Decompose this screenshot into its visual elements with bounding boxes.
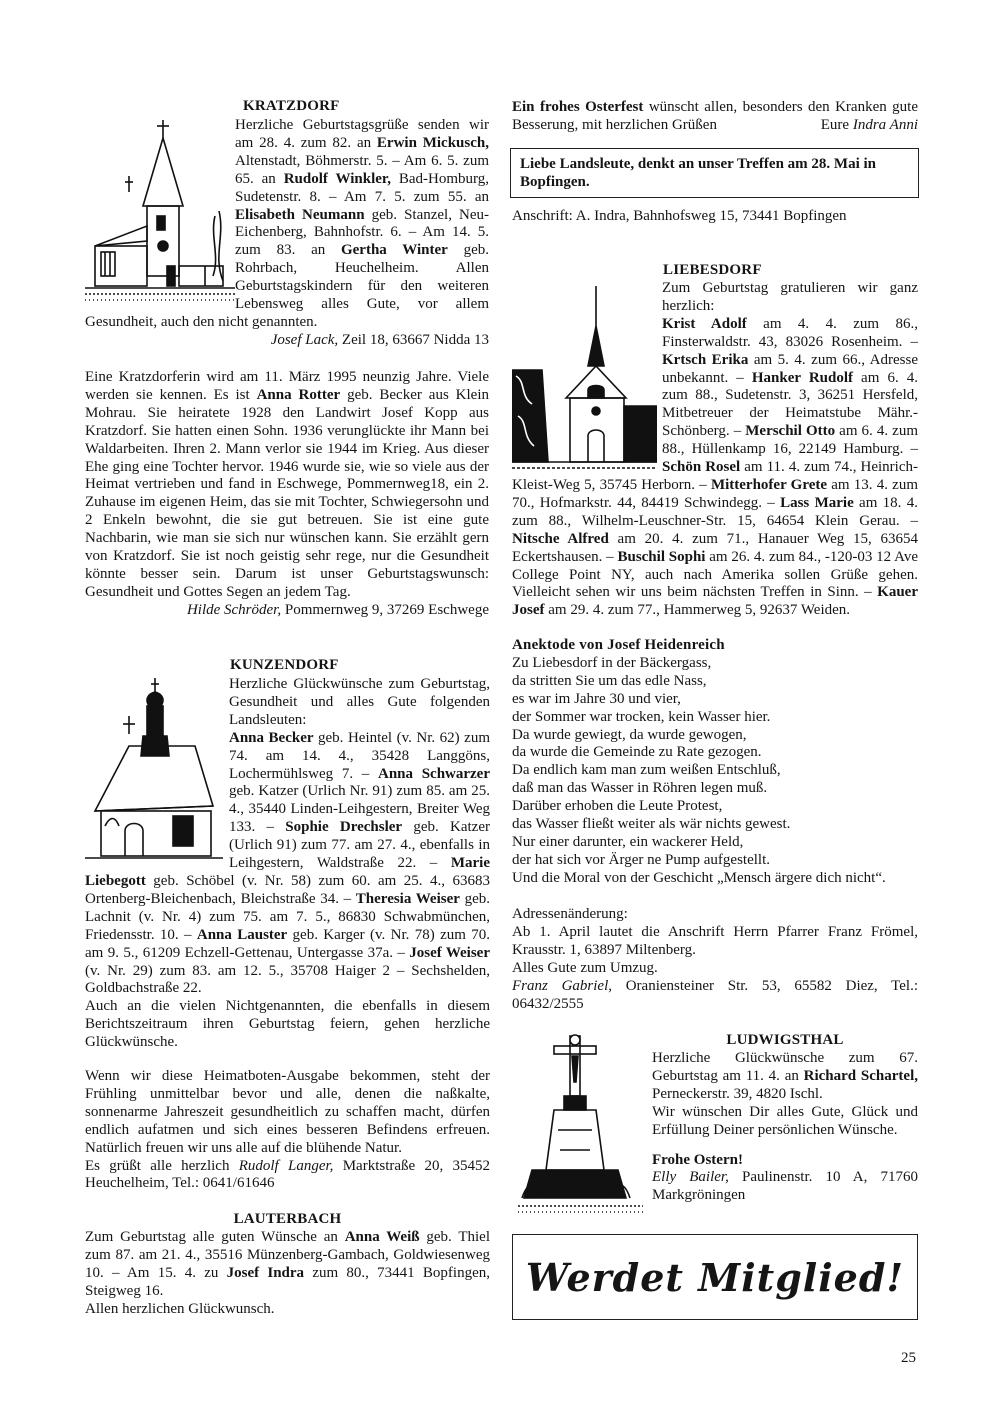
liebesdorf-greetings: Zum Geburtstag gratulieren wir ganz herzlich: Krist Adolf am 4. 4. zum 86., Finsterwaldstr. 43, 83026 Rosenheim. – Krtsch Erika am 5. 4. zum 66., Adresse unbekannt. – Hanker Rudolf am 6. 4. zum 88., Sudetenstr. 3, 36251 Hersfeld, Mitbetreuer der Heimatstube Mähr.-Schönberg. – Merschil Otto am 6. 4. zum 88., Hüllenkamp 16, 22149 Hamburg. – Schön Rosel am 11. 4. zum 74., Heinrich-Kleist-Weg 5, 35745 Herborn. – Mitterhofer Grete am 13. 4. zum 70., Hofmarkstr. 44, 84419 Schwindegg. – Lass Marie am 18. 4. zum 88., Wilhelm-Leuschner-Str. 15, 64654 Klein Gerau. – Nitsche Alfred am 20. 4. zum 71., Hanauer Weg 15, 63654 Eckertshausen. – Buschil Sophi am 26. 4. zum 84., -120-03 12 Ave College Point NY, auch nach Amerika sollen Grüße gehen. Vielleicht sehen wir uns beim nächsten Treffen in Sinn. – Kauer Josef am 29. 4. zum 77., Hammerweg 5, 92637 Weiden. [512,280,919,619]
kratzdorf-name: Erwin Mickusch, [376,134,489,151]
osterfest-heading: Ein frohes Osterfest [512,99,644,115]
poem-line: das Wasser fließt weiter als wär nichts gewest. [512,816,791,833]
liebesdorf-name: Buschil Sophi [617,548,706,565]
poem-line: Zu Liebesdorf in der Bäckergass, [512,654,712,671]
osterfest-signature: Indra Anni [852,116,918,133]
kratzdorf-greetings [85,117,489,350]
liebesdorf-name: Krtsch Erika [662,351,749,368]
story-name: Anna Rotter [256,386,341,403]
kunzendorf-name: Theresia Weiser [355,890,460,907]
meeting-box: Liebe Landsleute, denkt an unser Treffen am 28. Mai in Bopfingen. [510,148,919,198]
poem-line: der hat sich vor Ärger ne Pump aufgestellt. [512,851,770,868]
poem-line: Da endlich kam man zum weißen Entschluß, [512,762,781,779]
spring-signature: Es grüßt alle herzlich Rudolf Langer, Marktstraße 20, 35452 Heuchelheim, Tel.: 0641/61646 [85,1157,490,1192]
liebesdorf-name: Mitterhofer Grete [710,476,828,493]
poem-line: es war im Jahre 30 und vier, [512,690,681,707]
story-signature: Hilde Schröder, Pommernweg 9, 37269 Eschwege [186,601,489,618]
kratzdorf-title: KRATZDORF [243,98,340,114]
kratzdorf-text: geb. Rohrbach, Heuchelheim. Allen Geburtstagskindern für den weiteren Lebensweg alles Gute, vor allem Gesundheit, auch den nicht genannten. [85,242,489,330]
kunzendorf-title: KUNZENDORF [230,657,339,673]
kratzdorf-text: Altenstadt, Böhmerstr. 5. – Am 6. 5. zum 65. an [235,152,489,187]
lauterbach-name: Anna Weiß [344,1229,420,1245]
ludwigsthal-signature: Elly Bailer, Paulinenstr. 10 A, 71760 Markgröningen [652,1169,918,1204]
kunzendorf-name: Josef Weiser [409,944,490,961]
ludwigsthal-easter: Frohe Ostern! [652,1151,743,1168]
address-change-title: Adressenänderung: [512,906,628,922]
liebesdorf-name: Krist Adolf [662,315,747,332]
kunzendorf-name: Anna Schwarzer [377,765,491,782]
anecdote-title: Anektode von Josef Heidenreich [512,637,725,653]
ludwigsthal-title: LUDWIGSTHAL [726,1032,844,1048]
address-line: Anschrift: A. Indra, Bahnhofsweg 15, 73441 Bopfingen [512,208,847,224]
kunzendorf-name: Sophie Drechsler [285,819,403,836]
lauterbach-name: Josef Indra [226,1264,305,1281]
liebesdorf-name: Merschil Otto [745,423,836,440]
poem-line: daß man das Wasser in Röhren legen muß. [512,780,768,797]
membership-banner-text: Werdet Mitglied! [525,1254,905,1300]
anecdote-poem [512,637,918,888]
kratzdorf-story: Eine Kratzdorferin wird am 11. März 1995 neunzig Jahre. Viele werden sie kennen. Es ist Anna Rotter geb. Becker aus Klein Mohrau. Sie heiratete 1928 den Landwirt Josef Kopp aus Kratzdorf. Sie hatten einen Sohn. 1936 verunglückte ihr Mann bei Waldarbeiten. Ihren 2. Mann verlor sie 1944 im Krieg. Aus dieser Ehe ging eine Tochter hervor. 1946 wurde sie, wie so viele aus der Heimat vertrieben und fand in Eschwege, Pommernweg18, ein 2. Zuhause im eigenen Heim, das sie mit Tochter, Schwiegersohn und 2 Enkeln bewohnt, die sie gut betreuen. Sie ist eine gute Nachbarin, wie man sie sich nur wünschen kann. Sie erzählt gern von Kratzdorf. Sie ist noch geistig sehr rege, nur die Gesundheit könnte besser sein. Darum ist unser Geburtstagswunsch: Gesundheit und Gottes Segen an jedem Tag. Hilde Schröder, Pommernweg 9, 37269 Eschwege [85,369,490,618]
spring-paragraph: Wenn wir diese Heimatboten-Ausgabe bekommen, steht der Frühling unmittelbar bevor und alle, denen die naßkalte, sonnenarme Jahreszeit gesundheitlich zu schaffen macht, dürfen endlich aufatmen und sich eines besseren Befindens erfreuen. Natürlich freuen wir uns alle auf die blühende Natur. Es grüßt alle herzlich Rudolf Langer, Marktstraße 20, 35452 Heuchelheim, Tel.: 0641/61646 [85,1068,490,1192]
kratzdorf-text: Herzliche Geburtstagsgrüße senden wir am 28. 4. zum 82. an [235,117,489,151]
poem-line: Da wurde gewiegt, da wurde gewogen, [512,726,747,743]
liebesdorf-name: Nitsche Alfred [512,530,609,547]
kunzendorf-closing: Auch an die vielen Nichtgenannten, die ebenfalls in diesem Berichtszeitraum ihren Geburtstag feiern, gehen herzliche Glückwünsche. [85,998,490,1051]
crucifix-ludwigsthal-icon [518,1030,643,1215]
ludwigsthal-name: Richard Schartel, [803,1067,918,1084]
kratzdorf-name: Gertha Winter [340,242,448,259]
kunzendorf-greetings: Herzliche Glückwünsche zum Geburtstag, Gesundheit und alles Gute folgenden Landsleuten: Anna Becker geb. Heintel (v. Nr. 62) zum 74. am 14. 4., 35428 Langgöns, Lochermühlsweg 7. – Anna Schwarzer geb. Katzer (Urlich Nr. 91) zum 85. am 25. 4., 35440 Linden-Leihgestern, Breiter Weg 133. – Sophie Drechsler geb. Katzer (Urlich 91) zum 77. am 27. 4., ebenfalls in Leihgestern, Waldstraße 22. – Marie Liebegott geb. Schöbel (v. Nr. 58) zum 60. am 25. 4., 63683 Ortenberg-Bleichenbach, Bleichstraße 34. – Theresia Weiser geb. Lachnit (v. Nr. 4) zum 75. am 7. 5., 86830 Schwabmünchen, Friedensstr. 10. – Anna Lauster geb. Karger (v. Nr. 78) zum 70. am 9. 5., 61209 Echzell-Gettenau, Untergasse 37a. – Josef Weiser (v. Nr. 29) zum 83. am 12. 5., 35708 Haiger 2 – Sechshelden, Goldbachstraße 22. Auch an die vielen Nichtgenannten, die ebenfalls in diesem Berichtszeitraum ihren Geburtstag feiern, gehen herzliche Glückwünsche. [85,676,491,1051]
lauterbach-greetings: Zum Geburtstag alle guten Wünsche an Anna Weiß geb. Thiel zum 87. am 21. 4., 35516 Münzenberg-Gambach, Goldwiesenweg 10. – Am 15. 4. zu Josef Indra zum 80., 73441 Bopfingen, Steigweg 16. Allen herzlichen Glückwunsch. [85,1229,491,1317]
kratzdorf-name: Elisabeth Neumann [235,206,365,223]
poem-line: der Sommer war trocken, kein Wasser hier. [512,708,771,725]
kunzendorf-name: Marie Liebegott [85,855,490,889]
ludwigsthal-greetings: Herzliche Glückwünsche zum 67. Geburtstag am 11. 4. an Richard Schartel, Perneckerstr. 39, 4820 Ischl. Wir wünschen Dir alles Gute, Glück und Erfüllung Deiner persönlichen Wünsche. Frohe Ostern! Elly Bailer, Paulinenstr. 10 A, 71760 Markgröningen [652,1050,918,1204]
poem-line: Und die Moral von der Geschicht „Mensch ärgere dich nicht“. [512,869,886,886]
liebesdorf-name: Schön Rosel [662,459,741,476]
poem-line: da stritten Sie um das edle Nass, [512,672,707,689]
kratzdorf-name: Rudolf Winkler, [283,170,391,187]
address-change-signature: Franz Gabriel, Oraniensteiner Str. 53, 65582 Diez, Tel.: 06432/2555 [512,977,919,1012]
kunzendorf-name: Anna Becker [229,729,314,746]
liebesdorf-name: Kauer Josef [512,584,918,619]
page-number: 25 [901,1350,916,1366]
liebesdorf-title: LIEBESDORF [663,262,762,278]
kratzdorf-text: Bad-Homburg, Sudetenstr. 8. – Am 7. 5. zum 55. an [235,170,489,205]
membership-banner [512,1234,918,1320]
address-change: Adressenänderung: Ab 1. April lautet die Anschrift Herrn Pfarrer Franz Frömel, Krausstr. 1, 63897 Miltenberg. Alles Gute zum Umzug. Franz Gabriel, Oraniensteiner Str. 53, 65582 Diez, Tel.: 06432/2555 [512,906,919,1012]
kratzdorf-signature: Josef Lack, Zeil 18, 63667 Nidda 13 [270,331,489,348]
poem-line: da wurde die Gemeinde zu Rate gezogen. [512,744,762,761]
lauterbach-title: LAUTERBACH [233,1211,342,1227]
kunzendorf-name: Anna Lauster [196,926,288,943]
osterfest-paragraph: Ein frohes Osterfest wünscht allen, besonders den Kranken gute Besserung, mit herzlichen Grüßen Eure Indra Anni [512,99,918,133]
liebesdorf-name: Hanker Rudolf [751,369,853,386]
liebesdorf-name: Lass Marie [780,494,854,511]
poem-line: Nur einer darunter, ein wackerer Held, [512,833,744,850]
poem-line: Darüber erhoben die Leute Protest, [512,798,723,815]
kratzdorf-text: geb. Stanzel, Neu-Eichenberg, Bahnhofstr. 6. – Am 14. 5. zum 83. an [235,206,490,259]
